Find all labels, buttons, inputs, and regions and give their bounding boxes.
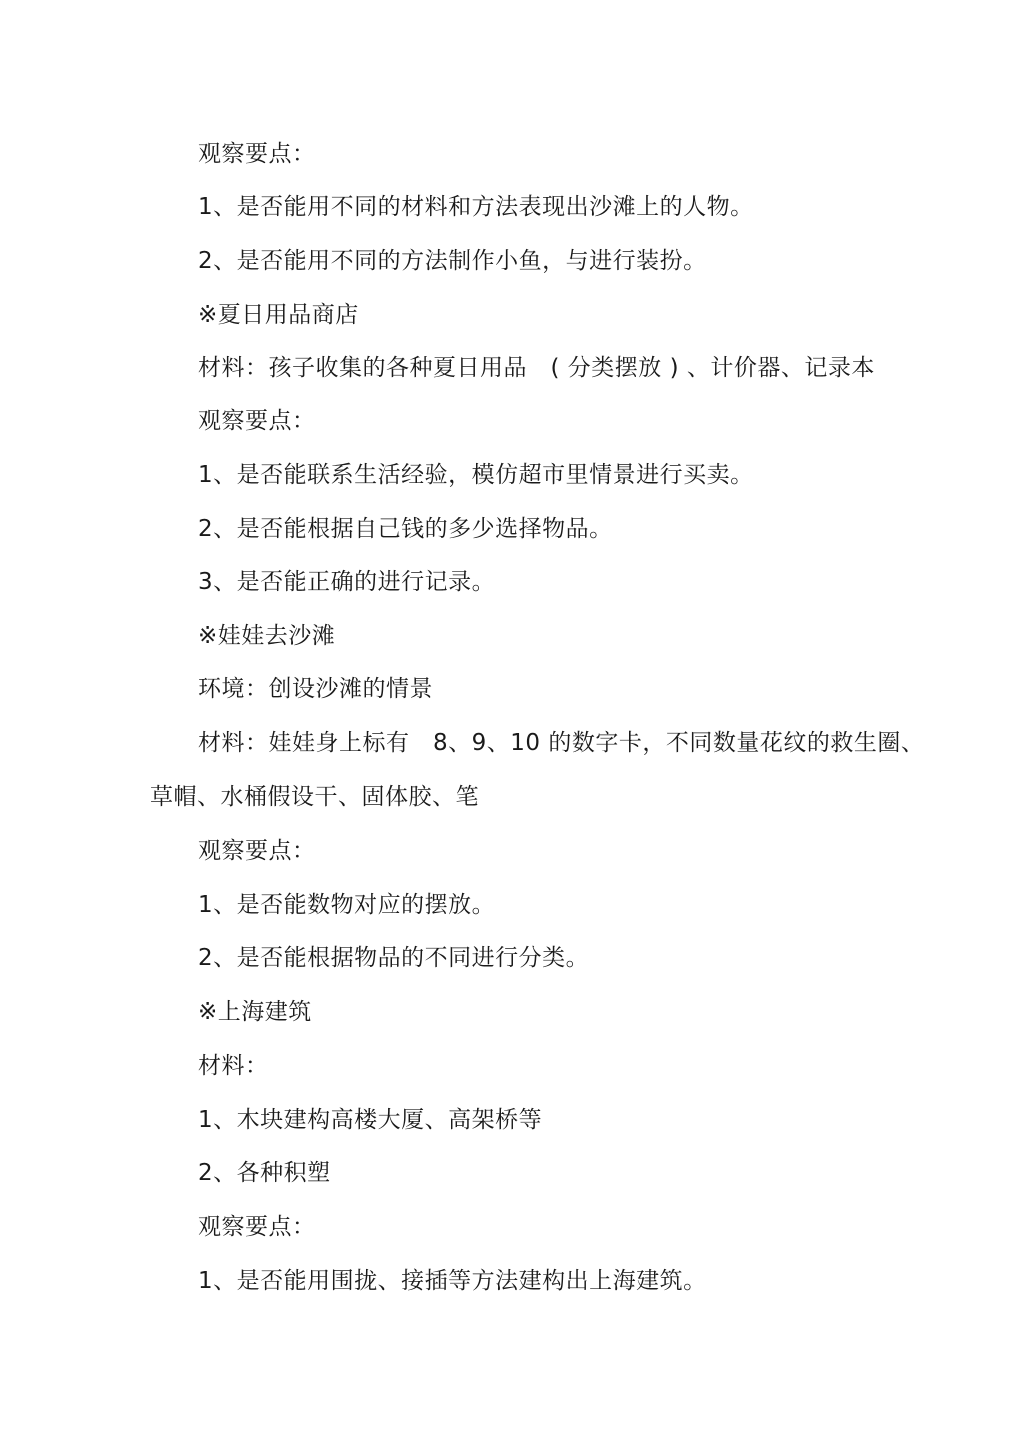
observation-heading: 观察要点： — [198, 1214, 316, 1240]
materials-line-continued: 草帽、水桶假设干、固体胶、笔 — [150, 784, 479, 810]
environment-line: 环境：创设沙滩的情景 — [198, 676, 433, 702]
section-heading-doll-beach: ※娃娃去沙滩 — [198, 623, 336, 649]
observation-item: 1、是否能数物对应的摆放。 — [198, 892, 496, 918]
observation-item: 1、是否能用不同的材料和方法表现出沙滩上的人物。 — [198, 194, 754, 220]
observation-heading: 观察要点： — [198, 838, 316, 864]
observation-heading: 观察要点： — [198, 141, 316, 167]
section-heading-shanghai-buildings: ※上海建筑 — [198, 999, 312, 1025]
materials-line: 材料：娃娃身上标有 8、9、10 的数字卡，不同数量花纹的救生圈、 — [198, 730, 925, 756]
observation-item: 2、是否能用不同的方法制作小鱼，与进行装扮。 — [198, 248, 707, 274]
observation-heading: 观察要点： — [198, 408, 316, 434]
observation-item: 1、是否能联系生活经验，模仿超市里情景进行买卖。 — [198, 462, 754, 488]
observation-item: 3、是否能正确的进行记录。 — [198, 569, 496, 595]
observation-item: 1、是否能用围拢、接插等方法建构出上海建筑。 — [198, 1268, 707, 1294]
materials-heading: 材料： — [198, 1053, 269, 1079]
materials-line: 材料：孩子收集的各种夏日用品 ( 分类摆放 ) 、计价器、记录本 — [198, 355, 875, 381]
materials-item: 1、木块建构高楼大厦、高架桥等 — [198, 1107, 543, 1133]
observation-item: 2、是否能根据物品的不同进行分类。 — [198, 945, 590, 971]
section-heading-summer-shop: ※夏日用品商店 — [198, 302, 359, 328]
materials-item: 2、各种积塑 — [198, 1160, 331, 1186]
observation-item: 2、是否能根据自己钱的多少选择物品。 — [198, 516, 613, 542]
